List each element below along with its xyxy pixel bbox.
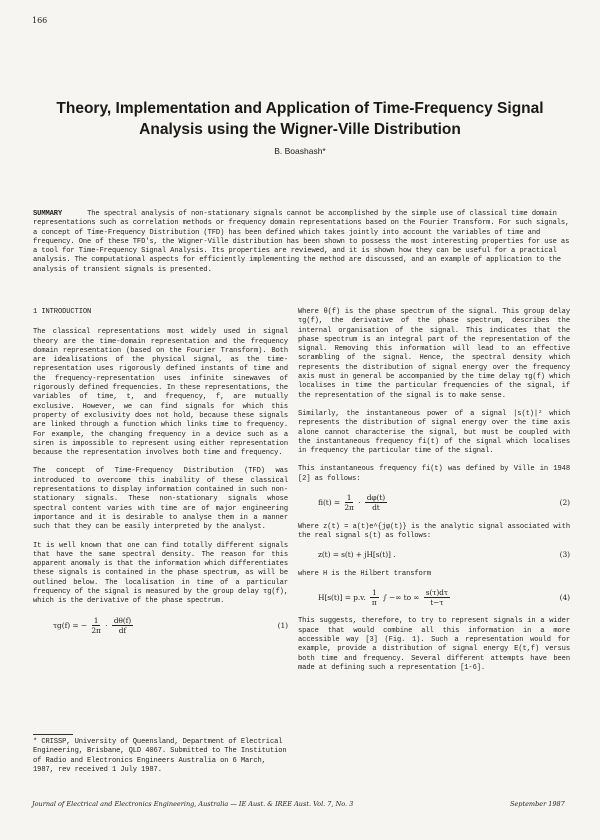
summary-text: The spectral analysis of non-stationary signals cannot be accomplished by the simple use of classical time domain representations such as correlation methods or frequency domain representations based on the Fourier Transform. For such signals, a concept of Time-Frequency Distribution (TFD) has been defined which takes jointly into account the variables of time and frequency. One of these TFD's, the Wigner-Ville distribution has been shown to possess the most interesting properties for use as a tool for Time-Frequency Signal Analysis. Its properties are reviewed, and it is shown how they can be useful for a practical analysis. The computational aspects for efficiently implementing the method are discussed, and an example of application to the analysis of transient signals is presented.: [33, 210, 570, 274]
paragraph: It is well known that one can find totally different signals that have the same spectral density. The reason for this apparent anomaly is that the information which differentiates these signals is contained in the phase spectrum, as will be outlined below. The localisation in time of a particular frequency of the signal is measured by the group delay τg(f), which is the derivative of the phase spectrum.: [33, 541, 288, 606]
equation-3: [298, 550, 570, 559]
footnote-divider: [33, 734, 73, 735]
left-column: [33, 308, 288, 645]
numerator: 1: [346, 493, 352, 503]
equation-body: z(t) = s(t) + jH[s(t)] .: [318, 550, 396, 560]
paragraph: This instantaneous frequency fi(t) was defined by Ville in 1948 [2] as follows:: [298, 465, 570, 483]
equation-4: [298, 588, 570, 608]
summary-label: SUMMARY: [33, 210, 63, 218]
equation-number: (3): [559, 550, 570, 560]
fraction: [112, 616, 133, 636]
denominator: 2π: [344, 503, 354, 513]
numerator: 1: [93, 615, 99, 625]
denominator: π: [371, 598, 377, 608]
paragraph: Where z(t) = a(t)e^{jφ(t)} is the analytic signal associated with the real signal s(t) as follows:: [298, 522, 570, 540]
fraction: [91, 616, 101, 636]
paragraph: The classical representations most widely used in signal theory are the time-domain representation and the frequency domain representation (based on the Fourier Transform). Both are idealisations of the physical signal, as the time-representation uses rigorously defined instants of time and the frequency-representation uses infinite sinewaves of rigorously defined frequencies. In these representations, the variables of time, t, and frequency, f, are mutually exclusive. However, we can find signals for which this property of exclusivity does not hold, because these signals are linked through a function which links time to frequency. For example, the changing frequency in a device such as a siren is impossible to represent using either representation because the representation involves both time and frequency.: [33, 328, 288, 458]
fraction: [344, 493, 354, 513]
page-number: 166: [32, 16, 48, 25]
denominator: 2π: [91, 625, 101, 635]
denominator: t−τ: [430, 598, 444, 608]
paragraph: where H is the Hilbert transform: [298, 569, 432, 578]
equation-lhs: τg(f) = −: [53, 620, 88, 630]
integral-sign: ∫ −∞ to ∞: [382, 592, 420, 602]
equation-2: fi(t) = $\frac{1}{2\pi}$ · $\frac{d\varphi(t)}{dt}$ (2): [318, 493, 570, 513]
paragraph: Similarly, the instantaneous power of a signal |s(t)|² which represents the distribution of signal energy over the time axis alone cannot characterise the signal, but must be coupled with the instantaneous frequency fi(t) of the signal which localises in frequency the particular time of the signal.: [298, 409, 570, 456]
section-heading-introduction: 1 INTRODUCTION: [33, 308, 92, 316]
paragraph: This suggests, therefore, to try to represent signals in a wider space that would combine all this information in a more accessible way [3] (Fig. 1). Such a representation would for example, provide a distribution of signal energy E(t,f) versus both time and frequency. Several different attempts have been made at defining such a representation [1-6].: [298, 617, 570, 672]
equation-1: τg(f) = − $\frac{1}{2\pi}$ · $\frac{d\theta(f)}{df}$ (1): [53, 615, 288, 635]
fraction: [365, 493, 387, 513]
paper-title: Theory, Implementation and Application of Time-Frequency Signal Analysis using the Wigner-Ville Distribution: [56, 100, 544, 138]
footer-journal: Journal of Electrical and Electronics Engineering, Australia — IE Aust. & IREE Aust. Vol. 7, No. 3: [32, 800, 354, 808]
denominator: df: [118, 625, 127, 635]
paragraph: Where θ(f) is the phase spectrum of the signal. This group delay τg(f), the derivative of the phase spectrum, describes the internal organisation of the signal. This indicates that the phase spectrum is an integral part of the representation of the signal. Removing this information will lead to an effective scrambling of the signal. Hence, the spectral density which represents the distribution of signal energy over the frequency axis must in general be accompanied by the time delay τg(f) which localises in time the particular frequencies of the signal, if the representation of the signal is to make sense.: [298, 308, 570, 400]
summary: [33, 210, 573, 275]
numerator: s(τ)dτ: [425, 587, 448, 597]
footer-date: September 1987: [510, 800, 565, 808]
fraction: [424, 588, 450, 608]
equation-number: (2): [559, 498, 570, 508]
equation-lhs: H[s(t)] = p.v.: [318, 592, 366, 602]
equation-number: (4): [559, 592, 570, 602]
numerator: dφ(t): [366, 493, 386, 503]
equation-lhs: fi(t) =: [318, 497, 341, 507]
fraction: [370, 588, 379, 608]
right-column: [298, 308, 570, 682]
equation-number: (1): [277, 620, 288, 630]
paragraph: The concept of Time-Frequency Distribution (TFD) was introduced to overcome this inability of these classical representations to display information contained in such non-stationary signals. These non-stationary signals whose spectral content varies with time are of major engineering importance and it is desirable to analyse them in a manner such that they can be easily interpreted by the analyst.: [33, 467, 288, 532]
denominator: dt: [372, 503, 380, 513]
numerator: dθ(f): [113, 615, 132, 625]
footnote: * CRISSP, University of Queensland, Department of Electrical Engineering, Brisbane, QLD 4067. Submitted to The Institution of Radio and Electronics Engineers Australia on 6 March, 1987, rev received 1 July 1987.: [33, 738, 287, 774]
author: B. Boashash*: [274, 146, 326, 156]
numerator: 1: [371, 587, 377, 597]
